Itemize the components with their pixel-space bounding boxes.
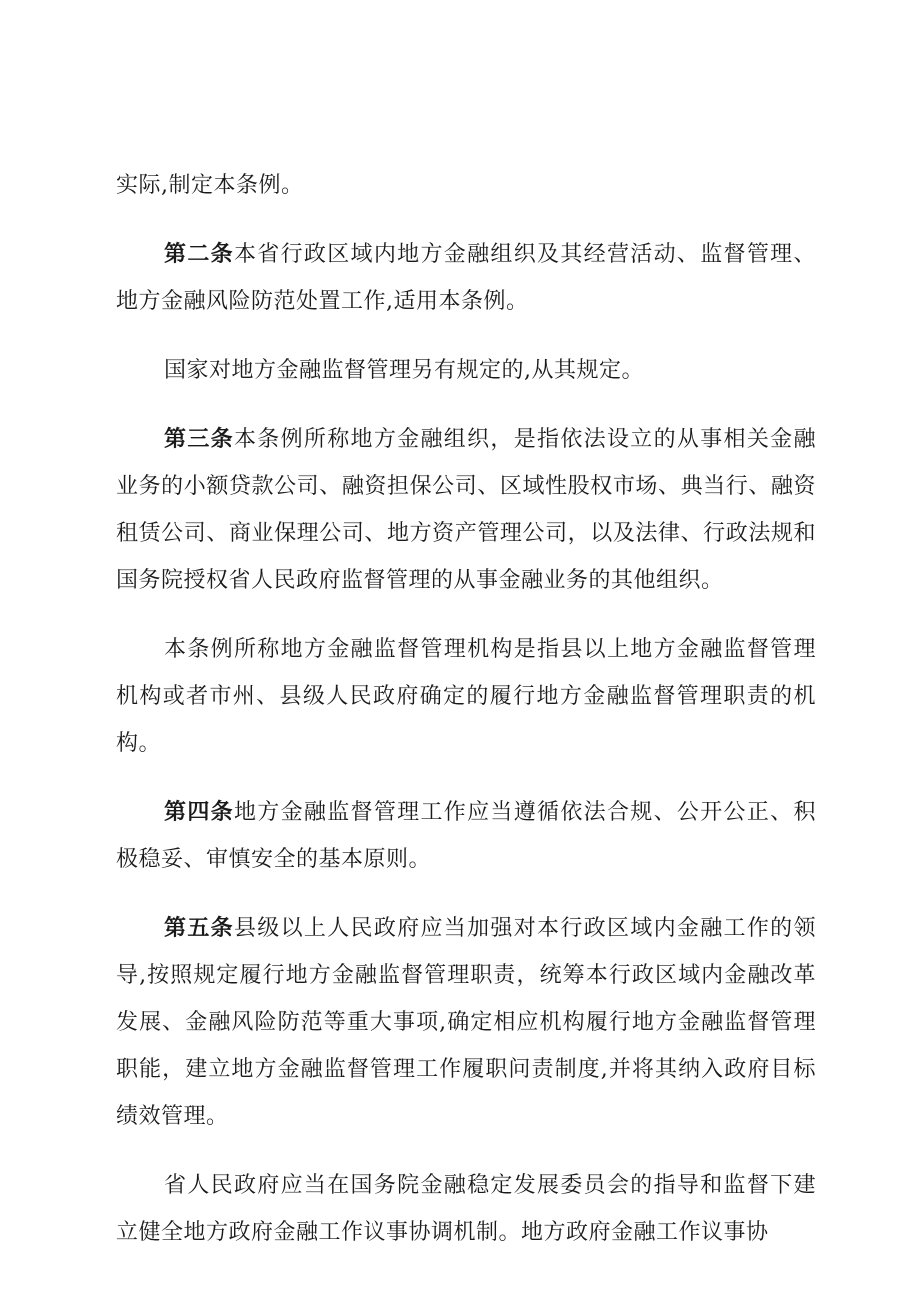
- paragraph-7-text: 县级以上人民政府应当加强对本行政区域内金融工作的领导,按照规定履行地方金融监督管理职责，统筹本行政区域内金融改革发展、金融风险防范等重大事项,确定相应机构履行地方金融监督管理职能，建立地方金融监督管理工作履职问责制度,并将其纳入政府目标绩效管理。: [116, 916, 816, 1129]
- paragraph-2-text: 本省行政区域内地方金融组织及其经营活动、监督管理、地方金融风险防范处置工作,适用本条例。: [116, 242, 816, 314]
- paragraph-1: [116, 162, 816, 209]
- article-3-heading: 第三条: [164, 427, 234, 452]
- paragraph-5-text: 本条例所称地方金融监督管理机构是指县以上地方金融监督管理机构或者市州、县级人民政府确定的履行地方金融监督管理职责的机构。: [116, 637, 816, 756]
- paragraph-6-text: 地方金融监督管理工作应当遵循依法合规、公开公正、积极稳妥、审慎安全的基本原则。: [116, 800, 816, 872]
- paragraph-6: [116, 789, 816, 883]
- document-body: [116, 162, 816, 1278]
- paragraph-4: [116, 416, 816, 604]
- paragraph-8-text: 省人民政府应当在国务院金融稳定发展委员会的指导和监督下建立健全地方政府金融工作议事协调机制。地方政府金融工作议事协: [116, 1173, 816, 1245]
- article-2-heading: 第二条: [164, 242, 234, 267]
- paragraph-3: [116, 347, 816, 394]
- paragraph-2: [116, 231, 816, 325]
- paragraph-7: [116, 905, 816, 1140]
- article-5-heading: 第五条: [164, 916, 234, 941]
- paragraph-1-text: 实际,制定本条例。: [116, 173, 304, 198]
- paragraph-4-text: 本条例所称地方金融组织，是指依法设立的从事相关金融业务的小额贷款公司、融资担保公司、区域性股权市场、典当行、融资租赁公司、商业保理公司、地方资产管理公司，以及法律、行政法规和国务院授权省人民政府监督管理的从事金融业务的其他组织。: [116, 427, 816, 593]
- paragraph-5: [116, 626, 816, 767]
- article-4-heading: 第四条: [164, 800, 234, 825]
- paragraph-8: [116, 1162, 816, 1256]
- paragraph-3-text: 国家对地方金融监督管理另有规定的,从其规定。: [164, 358, 644, 383]
